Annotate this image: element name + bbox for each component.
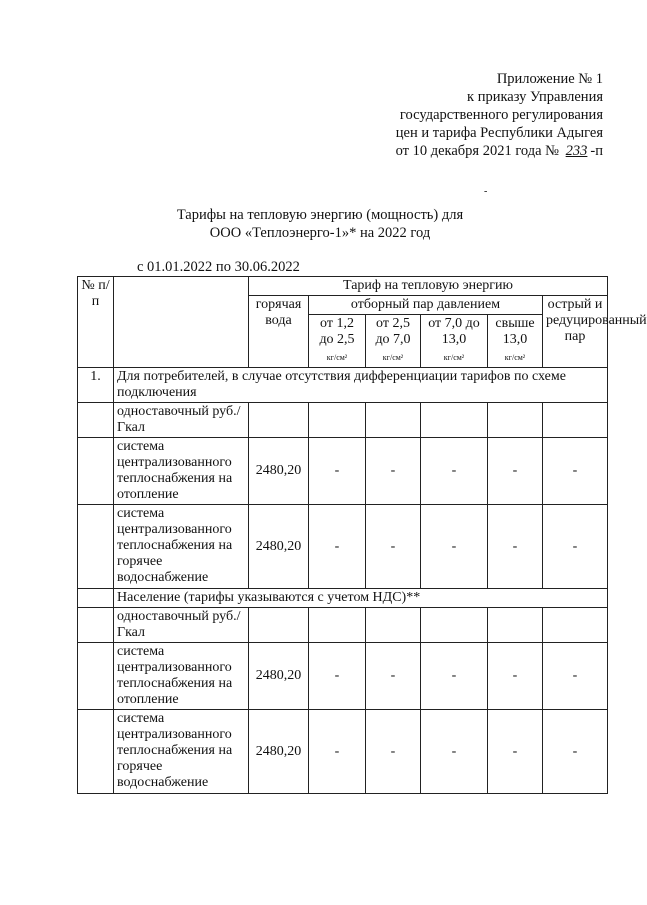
tariff-value: 2480,20 [249, 710, 309, 794]
pressure-unit: кг/см² [382, 353, 404, 362]
pressure-label: от 2,5 до 7,0 [375, 316, 411, 347]
document-title [0, 206, 640, 242]
empty-value: - [366, 643, 421, 710]
section-title: Население (тарифы указываются с учетом НДС)** [114, 589, 608, 608]
pressure-label: от 1,2 до 2,5 [319, 316, 355, 347]
section-title: Для потребителей, в случае отсутствия дифференциации тарифов по схеме подключения [114, 368, 608, 403]
tariff-value: 2480,20 [249, 505, 309, 589]
tariff-value: 2480,20 [249, 438, 309, 505]
pressure-range [421, 315, 488, 368]
empty-value: - [366, 438, 421, 505]
header-blank [114, 277, 249, 368]
empty-value: - [543, 438, 608, 505]
pressure-range [366, 315, 421, 368]
empty-value: - [421, 505, 488, 589]
header-row [78, 277, 608, 296]
empty-value: - [543, 710, 608, 794]
empty-value: - [488, 643, 543, 710]
empty-value: - [421, 438, 488, 505]
table-row [78, 710, 608, 794]
tariff-table [77, 276, 647, 794]
pressure-unit: кг/см² [443, 353, 465, 362]
section-number: 1. [78, 368, 114, 403]
appendix-date-line [396, 142, 603, 160]
row-label: система централизованного теплоснабжения на отопление [114, 643, 249, 710]
pressure-range [488, 315, 543, 368]
empty-value: - [309, 438, 366, 505]
empty-value: - [543, 643, 608, 710]
table-row [78, 505, 608, 589]
pressure-label: свыше 13,0 [495, 316, 535, 347]
empty-value: - [543, 505, 608, 589]
empty-value: - [488, 438, 543, 505]
title-line: ООО «Теплоэнерго-1»* на 2022 год [209, 225, 431, 241]
pressure-label: от 7,0 до 13,0 [428, 316, 480, 347]
appendix-line: государственного регулирования [399, 107, 603, 123]
header-tariff: Тариф на тепловую энергию [249, 277, 608, 296]
appendix-line: цен и тарифа Республики Адыгея [395, 125, 603, 141]
tariff-value: 2480,20 [249, 643, 309, 710]
row-label: одноставочный руб./Гкал [114, 608, 249, 643]
row-label: система централизованного теплоснабжения на горячее водоснабжение [114, 710, 249, 794]
empty-value: - [421, 643, 488, 710]
pressure-unit: кг/см² [326, 353, 348, 362]
empty-value: - [366, 505, 421, 589]
empty-value: - [309, 505, 366, 589]
empty-value: - [421, 710, 488, 794]
empty-value: - [488, 505, 543, 589]
title-line: Тарифы на тепловую энергию (мощность) для [176, 207, 464, 223]
table-row [78, 403, 608, 438]
scan-mark: - [484, 186, 488, 197]
appendix-date: от 10 декабря 2021 года № [395, 143, 560, 159]
order-suffix: -п [590, 143, 603, 159]
header-steam: отборный пар давлением [309, 296, 543, 315]
header-num: № п/п [78, 277, 114, 368]
header-hot-water: горячая вода [249, 296, 309, 368]
header-sharp-steam: острый и редуцированный пар [543, 296, 608, 368]
section-row [78, 368, 608, 403]
period-label: с 01.01.2022 по 30.06.2022 [137, 259, 300, 275]
appendix-line: Приложение № 1 [496, 71, 603, 87]
empty-value: - [309, 710, 366, 794]
table-row [78, 438, 608, 505]
table-row [78, 608, 608, 643]
empty-value: - [488, 710, 543, 794]
table-row [78, 643, 608, 710]
appendix-block [396, 70, 603, 160]
row-label: система централизованного теплоснабжения на отопление [114, 438, 249, 505]
pressure-range [309, 315, 366, 368]
empty-value: - [309, 643, 366, 710]
order-number: 233 [565, 143, 588, 159]
row-label: одноставочный руб./Гкал [114, 403, 249, 438]
row-label: система централизованного теплоснабжения на горячее водоснабжение [114, 505, 249, 589]
section-row [78, 589, 608, 608]
empty-value: - [366, 710, 421, 794]
pressure-unit: кг/см² [504, 353, 526, 362]
appendix-line: к приказу Управления [467, 89, 603, 105]
